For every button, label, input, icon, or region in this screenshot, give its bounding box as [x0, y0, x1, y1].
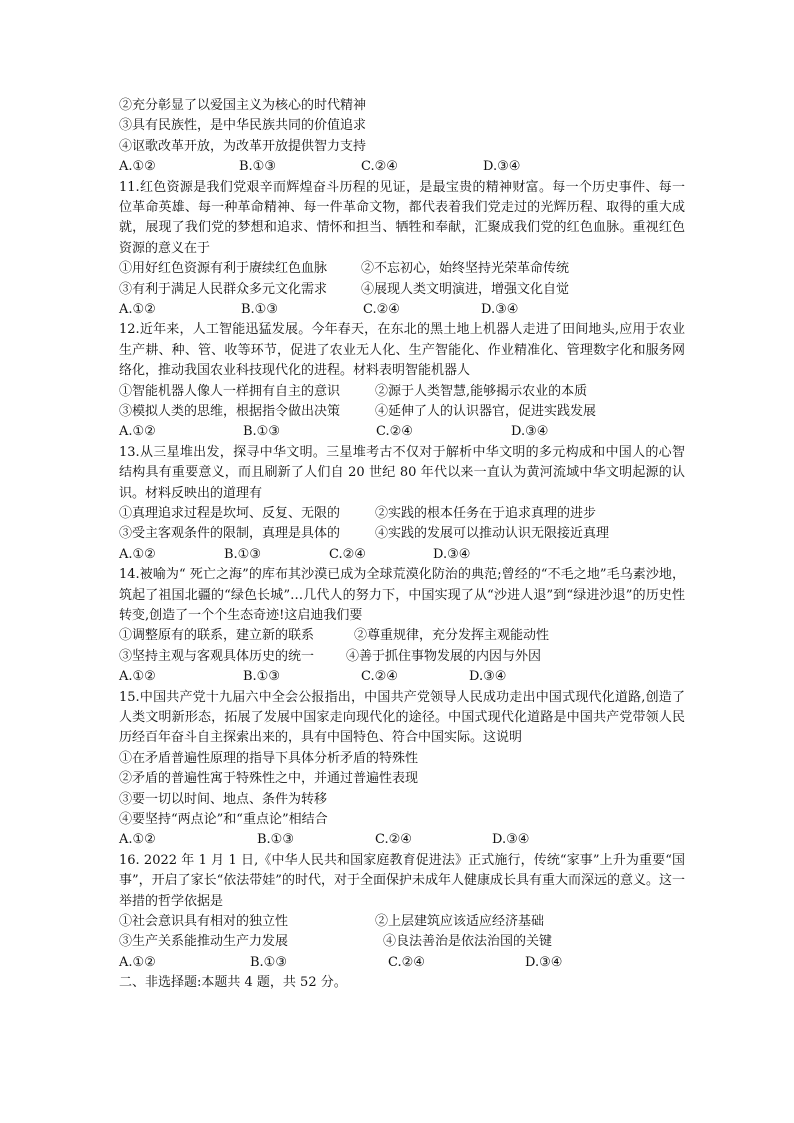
q15-statement-2: ②矛盾的普遍性寓于特殊性之中，并通过普遍性表现 — [119, 771, 419, 787]
q14-option-b: B.①③ — [243, 669, 280, 685]
q10-option-c: C.②④ — [361, 159, 398, 175]
q10-options — [119, 157, 685, 177]
q12-option-b: B.①③ — [243, 424, 280, 440]
q16-statements-row-1 — [119, 912, 685, 932]
q16-option-a: A.①② — [119, 954, 156, 970]
q15-option-b: B.①③ — [257, 832, 294, 848]
q13-statement-4: ④实践的发展可以推动认识无限接近真理 — [375, 526, 610, 542]
q13-option-c: C.②④ — [329, 546, 366, 562]
q15-stem: 15.中国共产党十九届六中全会公报指出，中国共产党领导人民成功走出中国式现代化道路,创造了人类文明新形态，拓展了发展中国家走向现代化的途径。中国式现代化道路是中国共产党带领人民历经百年奋斗自主探索出来的，具有中国特色、符合中国实际。这说明 — [119, 689, 685, 746]
q12-option-c: C.②④ — [376, 424, 413, 440]
q16-option-d: D.③④ — [525, 954, 563, 970]
q11-option-a: A.①② — [119, 301, 156, 317]
q12-statement-3: ③模拟人类的思维，根据指令做出决策 — [119, 403, 341, 419]
q14-statement-3: ③坚持主观与客观具体历史的统一 — [119, 648, 315, 664]
q16-option-c: C.②④ — [388, 954, 425, 970]
q16-statement-2: ②上层建筑应该适应经济基础 — [375, 913, 545, 929]
q12-option-d: D.③④ — [511, 424, 549, 440]
q16-statement-4: ④良法善治是依法治国的关键 — [383, 934, 553, 950]
exam-page — [119, 96, 685, 993]
q11-statement-1: ①用好红色资源有利于赓续红色血脉 — [119, 261, 328, 277]
q10-statement-4: ④讴歌改革开放，为改革开放提供智力支持 — [119, 138, 367, 154]
q13-statements-row-2 — [119, 524, 685, 544]
q11-statements-row-2 — [119, 280, 685, 300]
q14-option-d: D.③④ — [469, 669, 507, 685]
q15-option-a: A.①② — [119, 832, 156, 848]
q11-statement-2: ②不忘初心，始终坚持光荣革命传统 — [361, 261, 570, 277]
q10-option-a: A.①② — [119, 159, 156, 175]
q13-option-a: A.①② — [119, 546, 156, 562]
q12-statement-4: ④延伸了人的认识器官，促进实践发展 — [375, 403, 597, 419]
q16-statements-row-2 — [119, 932, 685, 952]
q16-option-b: B.①③ — [250, 954, 287, 970]
q14-stem: 14.被喻为“ 死亡之海”的库布其沙漠已成为全球荒漠化防治的典范;曾经的“不毛之地”毛乌素沙地，筑起了祖国北疆的“绿色长城”…几代人的努力下，中国实现了从“沙进人退”到“绿进沙退”的历史性转变,创造了一个个生态奇迹!这启迪我们要 — [119, 567, 685, 623]
q10-statement-2: ②充分彰显了以爱国主义为核心的时代精神 — [119, 98, 367, 113]
q14-option-a: A.①② — [119, 669, 156, 685]
q10-option-d: D.③④ — [483, 159, 521, 175]
q11-option-c: C.②④ — [363, 301, 400, 317]
q13-option-b: B.①③ — [224, 546, 261, 562]
q12-stem: 12.近年来，人工智能迅猛发展。今年春天，在东北的黑土地上机器人走进了田间地头,应用于农业生产耕、种、管、收等环节，促进了农业无人化、生产智能化、作业精准化、管理数字化和服务网络化，推动我国农业科技现代化的进程。材料表明智能机器人 — [119, 322, 685, 379]
q11-options — [119, 300, 685, 320]
q13-statements-row-1 — [119, 504, 685, 524]
q14-options — [119, 667, 685, 687]
q10-option-b: B.①③ — [239, 159, 276, 175]
q15-statement-3: ③要一切以时间、地点、条件为转移 — [119, 791, 328, 807]
q14-statement-2: ②尊重规律，充分发挥主观能动性 — [354, 628, 550, 644]
q15-option-d: D.③④ — [492, 832, 530, 848]
q13-statement-2: ②实践的根本任务在于追求真理的进步 — [375, 505, 597, 521]
q11-statement-4: ④展现人类文明演进，增强文化自觉 — [361, 281, 570, 297]
q15-options — [119, 830, 685, 850]
q14-option-c: C.②④ — [361, 669, 398, 685]
q16-options — [119, 953, 685, 973]
section-2-heading: 二、非选择题:本题共 4 题，共 52 分。 — [119, 975, 347, 991]
q10-statement-3: ③具有民族性，是中华民族共同的价值追求 — [119, 118, 367, 134]
q13-stem: 13.从三星堆出发，探寻中华文明。三星堆考古不仅对于解析中华文明的多元构成和中国人的心智结构具有重要意义，而且刷新了人们自 20 世纪 80 年代以来一直认为黄河流域中华文明起源的认识。材料反映出的道理有 — [119, 444, 685, 501]
q13-options — [119, 545, 685, 565]
q13-statement-3: ③受主客观条件的限制，真理是具体的 — [119, 526, 341, 542]
q11-option-d: D.③④ — [481, 301, 519, 317]
q15-statement-4: ④要坚持“两点论”和“重点论”相结合 — [119, 811, 328, 827]
q12-statements-row-2 — [119, 402, 685, 422]
q12-statements-row-1 — [119, 382, 685, 402]
q12-options — [119, 422, 685, 442]
q15-option-c: C.②④ — [375, 832, 412, 848]
q16-statement-3: ③生产关系能推动生产力发展 — [119, 934, 289, 950]
q15-statement-1: ①在矛盾普遍性原理的指导下具体分析矛盾的特殊性 — [119, 750, 419, 766]
q12-statement-1: ①智能机器人像人一样拥有自主的意识 — [119, 383, 341, 399]
q16-stem: 16. 2022 年 1 月 1 日,《中华人民共和国家庭教育促进法》正式施行，传统“家事”上升为重要“国事”，开启了家长“依法带娃”的时代，对于全面保护未成年人健康成长具有重大而深远的意义。这一举措的哲学依据是 — [119, 852, 685, 909]
q13-statement-1: ①真理追求过程是坎坷、反复、无限的 — [119, 505, 341, 521]
q14-statement-4: ④善于抓住事物发展的内因与外因 — [346, 648, 542, 664]
q16-statement-1: ①社会意识具有相对的独立性 — [119, 913, 289, 929]
q11-stem: 11.红色资源是我们党艰辛而辉煌奋斗历程的见证，是最宝贵的精神财富。每一个历史事件、每一位革命英雄、每一种革命精神、每一件革命文物，都代表着我们党走过的光辉历程、取得的重大成就，展现了我们党的梦想和追求、情怀和担当、牺牲和奉献，汇聚成我们党的红色血脉。重视红色资源的意义在于 — [119, 179, 685, 256]
q14-statement-1: ①调整原有的联系，建立新的联系 — [119, 628, 315, 644]
q13-option-d: D.③④ — [433, 546, 471, 562]
q12-statement-2: ②源于人类智慧,能够揭示农业的本质 — [375, 383, 588, 399]
q12-option-a: A.①② — [119, 424, 156, 440]
q11-statement-3: ③有利于满足人民群众多元文化需求 — [119, 281, 328, 297]
q11-statements-row-1 — [119, 259, 685, 279]
q14-statements-row-1 — [119, 626, 685, 646]
q11-option-b: B.①③ — [241, 301, 278, 317]
q14-statements-row-2 — [119, 647, 685, 667]
